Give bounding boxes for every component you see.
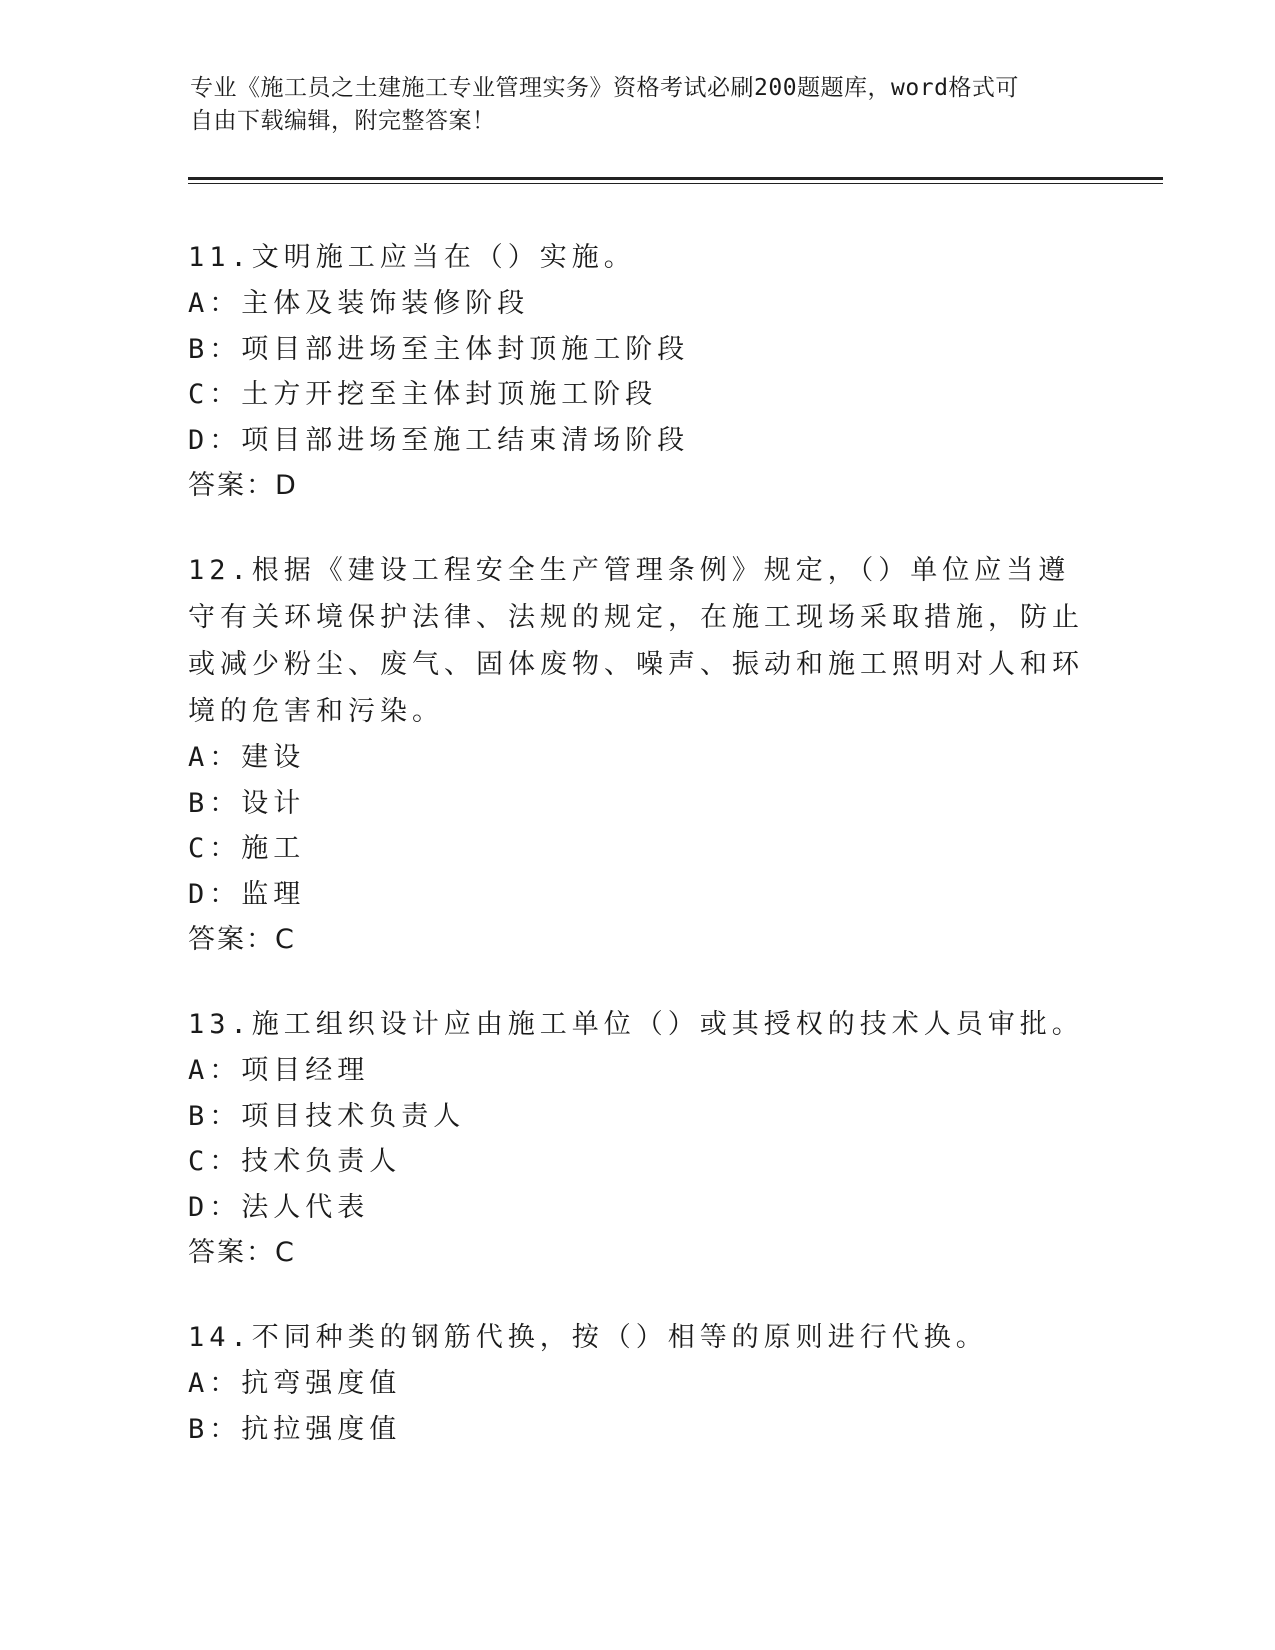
option-a: A：建设 (188, 742, 306, 773)
option-a: A：项目经理 (188, 1055, 370, 1086)
option-a: A：主体及装饰装修阶段 (188, 288, 530, 319)
option-b: B：项目技术负责人 (188, 1100, 466, 1132)
option-c: C：技术负责人 (188, 1146, 402, 1177)
option-b: B：抗拉强度值 (188, 1413, 402, 1445)
header-divider-thick (188, 177, 1163, 180)
header-title-line-1: 专业《施工员之土建施工专业管理实务》资格考试必刷200题题库，word格式可 (190, 75, 1019, 101)
option-d: D：法人代表 (188, 1191, 370, 1223)
answer-label: 答案：D (188, 470, 298, 501)
question-list (188, 234, 1088, 1490)
option-d: D：监理 (188, 878, 306, 910)
question-14 (188, 1314, 1088, 1452)
question-stem: 11.文明施工应当在（）实施。 (188, 242, 636, 273)
option-b: B：设计 (188, 787, 306, 819)
option-c: C：施工 (188, 833, 306, 864)
question-stem: 13.施工组织设计应由施工单位（）或其授权的技术人员审批。 (188, 1009, 1084, 1040)
option-c: C：土方开挖至主体封顶施工阶段 (188, 379, 658, 410)
option-b: B：项目部进场至主体封顶施工阶段 (188, 333, 690, 365)
header-title-line-2: 自由下载编辑，附完整答案！ (190, 108, 496, 134)
question-stem: 14.不同种类的钢筋代换，按（）相等的原则进行代换。 (188, 1322, 988, 1353)
option-d: D：项目部进场至施工结束清场阶段 (188, 424, 690, 456)
option-a: A：抗弯强度值 (188, 1368, 402, 1399)
document-header (190, 72, 1090, 138)
question-11 (188, 234, 1088, 509)
header-divider-thin (188, 183, 1163, 184)
question-13 (188, 1001, 1088, 1276)
question-stem: 12.根据《建设工程安全生产管理条例》规定，（）单位应当遵守有关环境保护法律、法规的规定，在施工现场采取措施，防止或减少粉尘、废气、固体废物、噪声、振动和施工照明对人和环境的危害和污染。 (188, 555, 1084, 727)
answer-label: 答案：C (188, 924, 296, 955)
question-12 (188, 547, 1088, 963)
answer-label: 答案：C (188, 1237, 296, 1268)
